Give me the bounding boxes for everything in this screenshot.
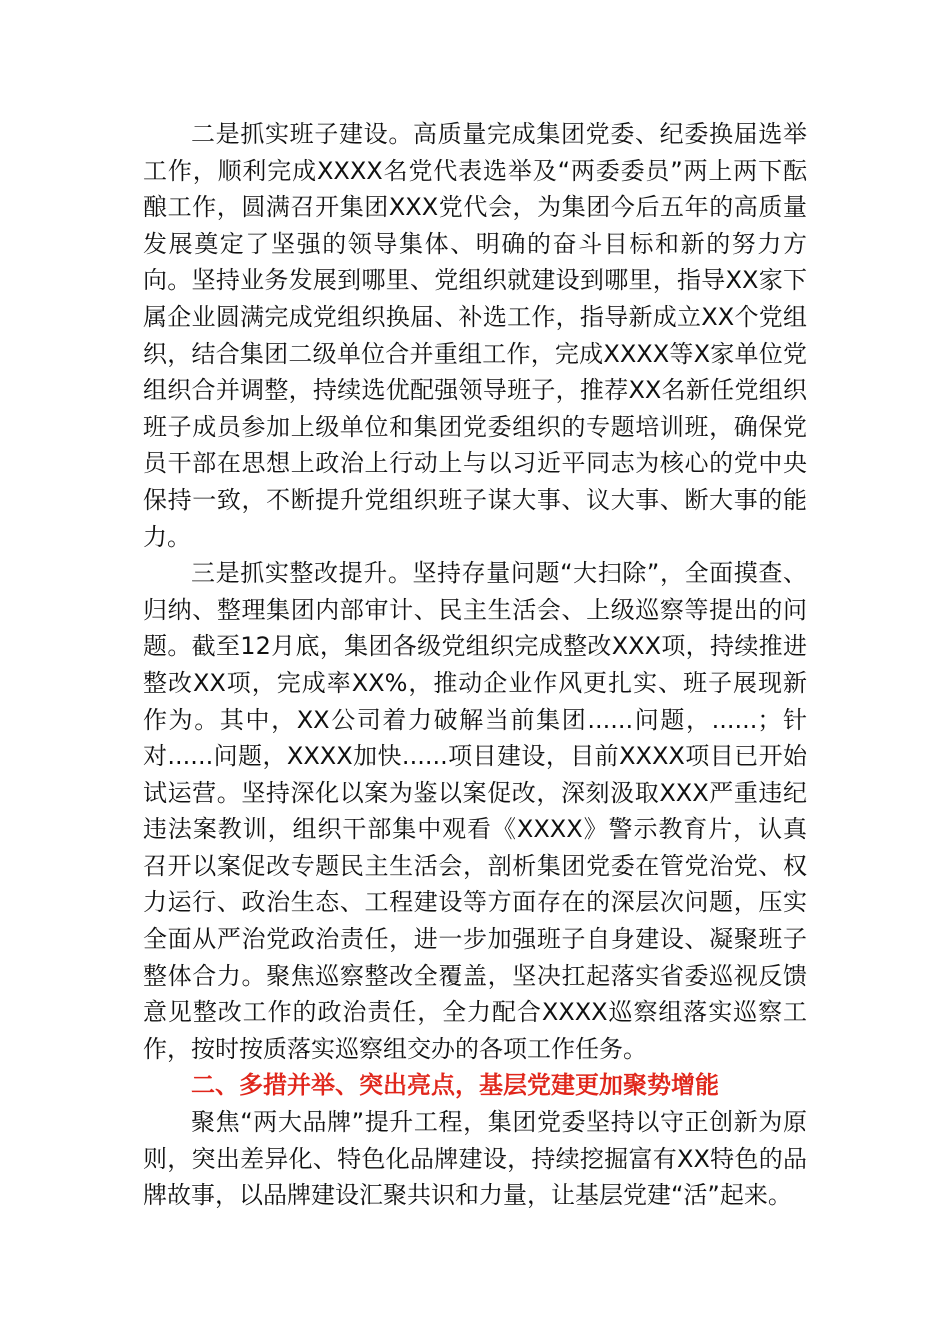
section-heading: 二、多措并举、突出亮点，基层党建更加聚势增能 xyxy=(191,1071,719,1100)
document-body xyxy=(143,116,807,1214)
paragraph-brand-building: 聚焦“两大品牌”提升工程，集团党委坚持以守正创新为原则，突出差异化、特色化品牌建设，持续挖掘富有XX特色的品牌故事，以品牌建设汇聚共识和力量，让基层党建“活”起来。 xyxy=(143,1108,807,1210)
paragraph-rectification: 三是抓实整改提升。坚持存量问题“大扫除”，全面摸查、归纳、整理集团内部审计、民主生活会、上级巡察等提出的问题。截至12月底，集团各级党组织完成整改XXX项，持续推进整改XX项，完成率XX%，推动企业作风更扎实、班子展现新作为。其中，XX公司着力破解当前集团......问题，......；针对......问题，XXXX加快......项目建设，目前XXXX项目已开始试运营。坚持深化以案为鉴以案促改，深刻汲取XXX严重违纪违法案教训，组织干部集中观看《XXXX》警示教育片，认真召开以案促改专题民主生活会，剖析集团党委在管党治党、权力运行、政治生态、工程建设等方面存在的深层次问题，压实全面从严治党政治责任，进一步加强班子自身建设、凝聚班子整体合力。聚焦巡察整改全覆盖，坚决扛起落实省委巡视反馈意见整改工作的政治责任，全力配合XXXX巡察组落实巡察工作，按时按质落实巡察组交办的各项工作任务。 xyxy=(143,559,807,1063)
paragraph-team-building: 二是抓实班子建设。高质量完成集团党委、纪委换届选举工作，顺利完成XXXX名党代表选举及“两委委员”两上两下酝酿工作，圆满召开集团XXX党代会，为集团今后五年的高质量发展奠定了坚强的领导集体、明确的奋斗目标和新的努力方向。坚持业务发展到哪里、党组织就建设到哪里，指导XX家下属企业圆满完成党组织换届、补选工作，指导新成立XX个党组织，结合集团二级单位合并重组工作，完成XXXX等X家单位党组织合并调整，持续选优配强领导班子，推荐XX名新任党组织班子成员参加上级单位和集团党委组织的专题培训班，确保党员干部在思想上政治上行动上与以习近平同志为核心的党中央保持一致，不断提升党组织班子谋大事、议大事、断大事的能力。 xyxy=(143,120,807,551)
